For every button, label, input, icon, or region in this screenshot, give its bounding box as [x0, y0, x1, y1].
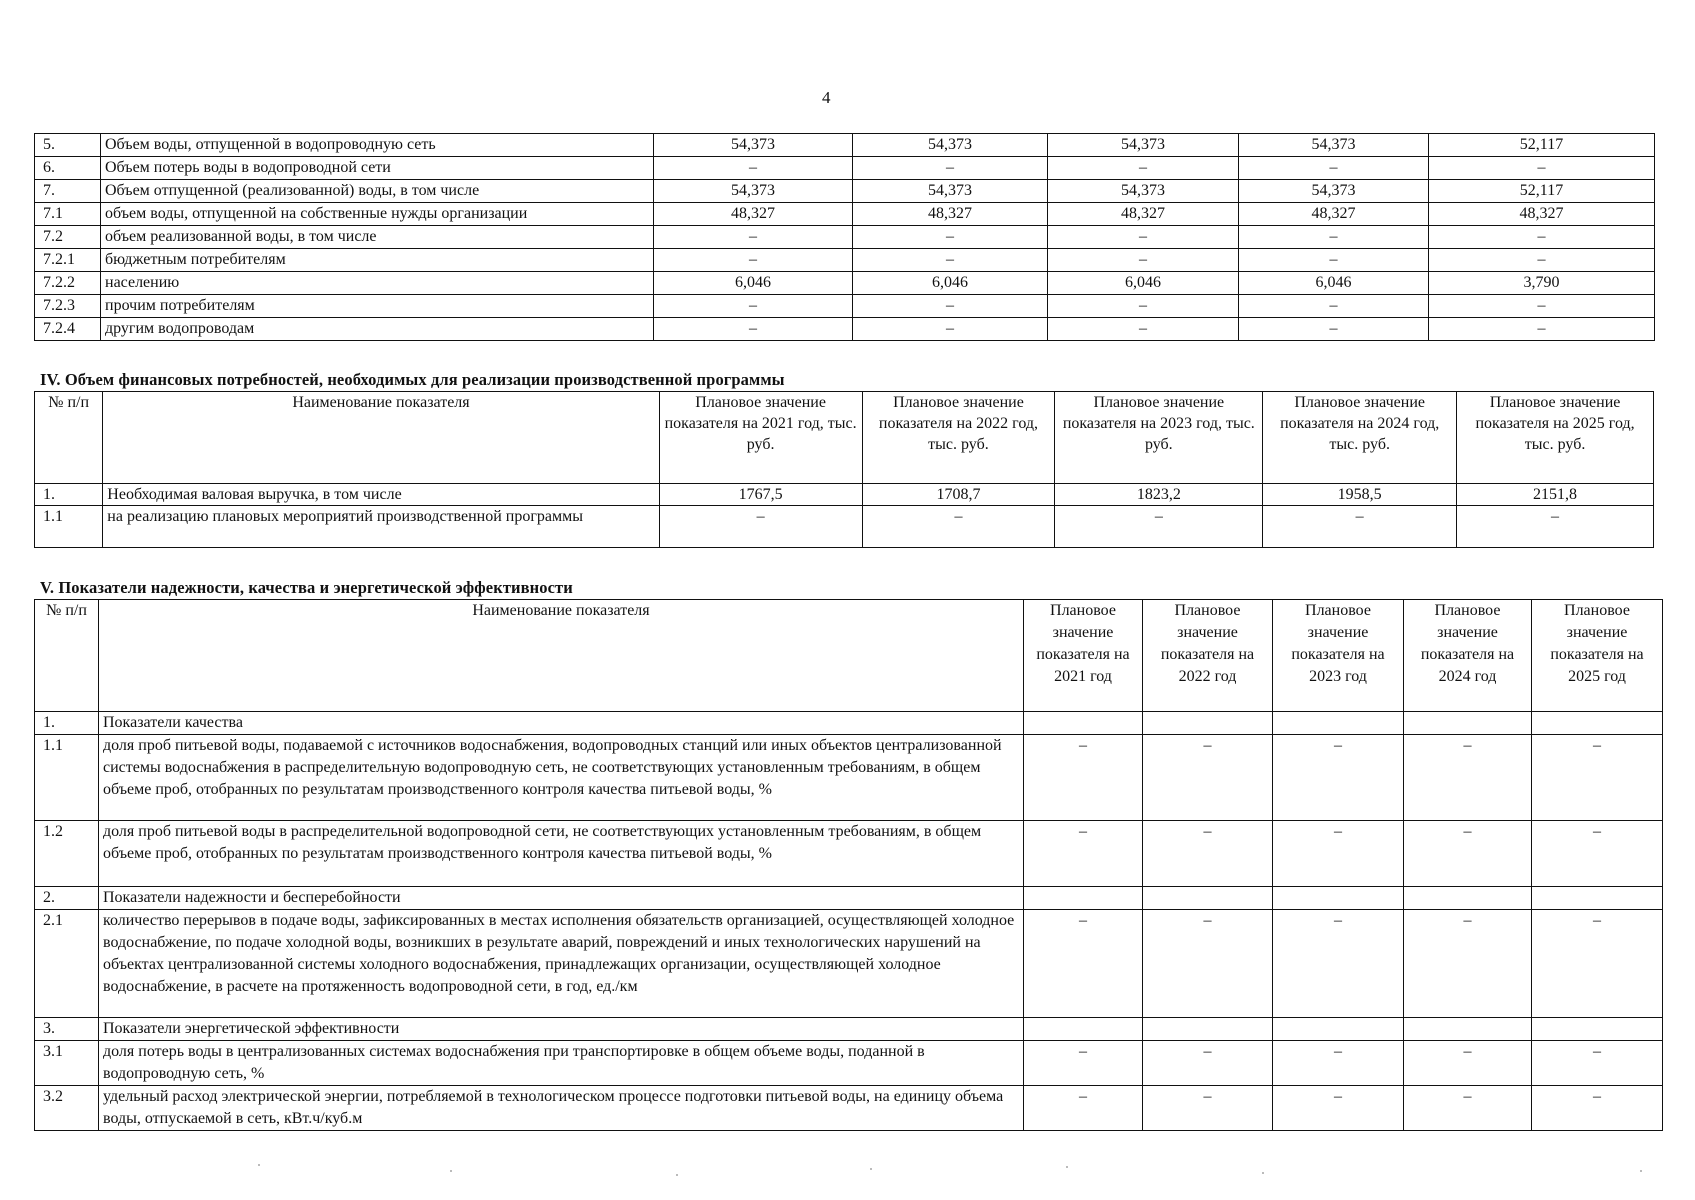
- row-number: 7.1: [35, 203, 101, 226]
- value-cell: –: [1532, 910, 1663, 1018]
- value-cell: –: [1457, 506, 1654, 548]
- row-number: 7.2.2: [35, 272, 101, 295]
- value-cell: 1823,2: [1055, 484, 1263, 506]
- table-row: [35, 821, 1663, 887]
- value-cell: 6,046: [654, 272, 853, 295]
- value-cell: 6,046: [853, 272, 1048, 295]
- row-number: 7.: [35, 180, 101, 203]
- value-cell: –: [1048, 157, 1239, 180]
- reliability-quality-table: [34, 599, 1663, 1131]
- value-cell: 54,373: [1048, 134, 1239, 157]
- row-number: 2.: [35, 887, 99, 910]
- value-cell: [1404, 887, 1532, 910]
- value-cell: –: [1024, 910, 1143, 1018]
- value-cell: 1958,5: [1263, 484, 1457, 506]
- value-cell: –: [1273, 1086, 1404, 1131]
- value-cell: –: [1143, 1041, 1273, 1086]
- indicator-name: Показатели качества: [99, 712, 1024, 735]
- value-cell: –: [1048, 318, 1239, 341]
- value-cell: –: [1239, 318, 1429, 341]
- indicator-name: Объем потерь воды в водопроводной сети: [101, 157, 654, 180]
- header-year-2021: Плановое значение показателя на 2021 год: [1024, 600, 1143, 712]
- row-number: 3.: [35, 1018, 99, 1041]
- value-cell: –: [654, 226, 853, 249]
- indicator-name: прочим потребителям: [101, 295, 654, 318]
- value-cell: –: [1429, 157, 1655, 180]
- indicator-name: объем реализованной воды, в том числе: [101, 226, 654, 249]
- value-cell: –: [1404, 910, 1532, 1018]
- table-row: [35, 1041, 1663, 1086]
- value-cell: –: [654, 249, 853, 272]
- value-cell: –: [853, 249, 1048, 272]
- header-year-2022: Плановое значение показателя на 2022 год: [1143, 600, 1273, 712]
- value-cell: –: [1273, 910, 1404, 1018]
- value-cell: [1024, 887, 1143, 910]
- section-5-title: V. Показатели надежности, качества и энергетической эффективности: [40, 578, 573, 597]
- value-cell: 3,790: [1429, 272, 1655, 295]
- value-cell: [1404, 712, 1532, 735]
- value-cell: [1143, 712, 1273, 735]
- header-name: Наименование показателя: [99, 600, 1024, 712]
- value-cell: –: [1048, 295, 1239, 318]
- value-cell: –: [1429, 249, 1655, 272]
- header-num: № п/п: [35, 392, 103, 484]
- value-cell: –: [853, 226, 1048, 249]
- value-cell: –: [1429, 318, 1655, 341]
- value-cell: 54,373: [1239, 134, 1429, 157]
- value-cell: –: [1404, 1086, 1532, 1131]
- row-number: 7.2.3: [35, 295, 101, 318]
- value-cell: –: [1532, 735, 1663, 821]
- row-number: 1.2: [35, 821, 99, 887]
- value-cell: [1273, 887, 1404, 910]
- header-year-2025: Плановое значение показателя на 2025 год: [1532, 600, 1663, 712]
- value-cell: 1767,5: [659, 484, 862, 506]
- value-cell: –: [1532, 1041, 1663, 1086]
- value-cell: –: [654, 157, 853, 180]
- header-name: Наименование показателя: [103, 392, 659, 484]
- value-cell: –: [1532, 821, 1663, 887]
- row-number: 1.: [35, 712, 99, 735]
- table-row: [35, 295, 1655, 318]
- value-cell: 1708,7: [862, 484, 1055, 506]
- value-cell: 54,373: [654, 134, 853, 157]
- table-row: [35, 157, 1655, 180]
- value-cell: –: [1273, 821, 1404, 887]
- value-cell: –: [1429, 226, 1655, 249]
- scan-specks: [0, 1160, 1695, 1190]
- table-row: [35, 134, 1655, 157]
- value-cell: –: [853, 295, 1048, 318]
- value-cell: 54,373: [1239, 180, 1429, 203]
- value-cell: –: [1273, 735, 1404, 821]
- header-num: № п/п: [35, 600, 99, 712]
- table-row: [35, 226, 1655, 249]
- table-row: [35, 180, 1655, 203]
- financial-needs-table: [34, 391, 1654, 548]
- row-number: 3.2: [35, 1086, 99, 1131]
- value-cell: 48,327: [853, 203, 1048, 226]
- row-number: 1.1: [35, 506, 103, 548]
- table-row: [35, 506, 1654, 548]
- row-number: 6.: [35, 157, 101, 180]
- value-cell: 48,327: [1429, 203, 1655, 226]
- value-cell: –: [1048, 249, 1239, 272]
- header-year-2024: Плановое значение показателя на 2024 год: [1404, 600, 1532, 712]
- row-number: 7.2: [35, 226, 101, 249]
- table-row: [35, 318, 1655, 341]
- value-cell: –: [853, 318, 1048, 341]
- header-year-2023: Плановое значение показателя на 2023 год, тыс. руб.: [1055, 392, 1263, 484]
- indicator-name: Объем отпущенной (реализованной) воды, в том числе: [101, 180, 654, 203]
- value-cell: 54,373: [853, 134, 1048, 157]
- indicator-name: доля проб питьевой воды, подаваемой с источников водоснабжения, водопроводных станций или иных объектов централизованной системы водоснабжения в распределительную водопроводную сеть, не соответствующих установленным требованиям, в общем объеме проб, отобранных по результатам производственного контроля качества питьевой воды, %: [99, 735, 1024, 821]
- row-number: 7.2.1: [35, 249, 101, 272]
- value-cell: –: [1404, 821, 1532, 887]
- value-cell: [1024, 712, 1143, 735]
- value-cell: 6,046: [1239, 272, 1429, 295]
- value-cell: 54,373: [853, 180, 1048, 203]
- indicator-name: объем воды, отпущенной на собственные нужды организации: [101, 203, 654, 226]
- value-cell: [1143, 1018, 1273, 1041]
- value-cell: –: [654, 295, 853, 318]
- table-row: [35, 203, 1655, 226]
- indicator-name: Необходимая валовая выручка, в том числе: [103, 484, 659, 506]
- value-cell: 48,327: [654, 203, 853, 226]
- indicator-name: бюджетным потребителям: [101, 249, 654, 272]
- value-cell: –: [853, 157, 1048, 180]
- indicator-name: доля потерь воды в централизованных системах водоснабжения при транспортировке в общем объеме воды, поданной в водопроводную сеть, %: [99, 1041, 1024, 1086]
- row-number: 1.: [35, 484, 103, 506]
- table-row: [35, 910, 1663, 1018]
- value-cell: –: [862, 506, 1055, 548]
- table-row: [35, 887, 1663, 910]
- indicator-name: на реализацию плановых мероприятий производственной программы: [103, 506, 659, 548]
- table-row: [35, 1018, 1663, 1041]
- value-cell: 54,373: [1048, 180, 1239, 203]
- value-cell: –: [1429, 295, 1655, 318]
- section-4-title: IV. Объем финансовых потребностей, необходимых для реализации производственной программы: [40, 370, 785, 389]
- value-cell: [1404, 1018, 1532, 1041]
- value-cell: –: [1239, 226, 1429, 249]
- value-cell: –: [1239, 249, 1429, 272]
- table-row: [35, 272, 1655, 295]
- value-cell: –: [1273, 1041, 1404, 1086]
- value-cell: [1532, 712, 1663, 735]
- indicator-name: доля проб питьевой воды в распределительной водопроводной сети, не соответствующих установленным требованиям, в общем объеме проб, отобранных по результатам производственного контроля качества питьевой воды, %: [99, 821, 1024, 887]
- indicator-name: населению: [101, 272, 654, 295]
- value-cell: 2151,8: [1457, 484, 1654, 506]
- value-cell: –: [1055, 506, 1263, 548]
- value-cell: 54,373: [654, 180, 853, 203]
- value-cell: –: [654, 318, 853, 341]
- row-number: 3.1: [35, 1041, 99, 1086]
- value-cell: –: [1048, 226, 1239, 249]
- value-cell: –: [1404, 1041, 1532, 1086]
- value-cell: [1532, 887, 1663, 910]
- value-cell: –: [1239, 157, 1429, 180]
- value-cell: 52,117: [1429, 134, 1655, 157]
- value-cell: –: [1263, 506, 1457, 548]
- value-cell: [1273, 712, 1404, 735]
- table-row: [35, 712, 1663, 735]
- header-year-2023: Плановое значение показателя на 2023 год: [1273, 600, 1404, 712]
- value-cell: –: [1024, 1041, 1143, 1086]
- header-year-2021: Плановое значение показателя на 2021 год, тыс. руб.: [659, 392, 862, 484]
- header-year-2025: Плановое значение показателя на 2025 год, тыс. руб.: [1457, 392, 1654, 484]
- value-cell: [1273, 1018, 1404, 1041]
- value-cell: 6,046: [1048, 272, 1239, 295]
- value-cell: –: [1143, 735, 1273, 821]
- indicator-name: другим водопроводам: [101, 318, 654, 341]
- value-cell: 48,327: [1048, 203, 1239, 226]
- value-cell: –: [1143, 821, 1273, 887]
- value-cell: –: [659, 506, 862, 548]
- header-year-2024: Плановое значение показателя на 2024 год, тыс. руб.: [1263, 392, 1457, 484]
- value-cell: –: [1143, 1086, 1273, 1131]
- value-cell: 48,327: [1239, 203, 1429, 226]
- row-number: 1.1: [35, 735, 99, 821]
- indicator-name: Показатели энергетической эффективности: [99, 1018, 1024, 1041]
- value-cell: [1143, 887, 1273, 910]
- value-cell: –: [1404, 735, 1532, 821]
- indicator-name: Объем воды, отпущенной в водопроводную сеть: [101, 134, 654, 157]
- indicator-name: удельный расход электрической энергии, потребляемой в технологическом процессе подготовки питьевой воды, на единицу объема воды, отпускаемой в сеть, кВт.ч/куб.м: [99, 1086, 1024, 1131]
- value-cell: [1532, 1018, 1663, 1041]
- water-volume-table: [34, 133, 1655, 341]
- row-number: 2.1: [35, 910, 99, 1018]
- indicator-name: Показатели надежности и бесперебойности: [99, 887, 1024, 910]
- header-year-2022: Плановое значение показателя на 2022 год, тыс. руб.: [862, 392, 1055, 484]
- indicator-name: количество перерывов в подаче воды, зафиксированных в местах исполнения обязательств организацией, осуществляющей холодное водоснабжение, по подаче холодной воды, возникших в результате аварий, повреждений и иных технологических нарушений на объектах централизованной системы холодного водоснабжения, принадлежащих организации, осуществляющей холодное водоснабжение, в расчете на протяженность водопроводной сети, в год, ед./км: [99, 910, 1024, 1018]
- value-cell: –: [1239, 295, 1429, 318]
- row-number: 7.2.4: [35, 318, 101, 341]
- value-cell: –: [1143, 910, 1273, 1018]
- table-row: [35, 249, 1655, 272]
- table-row: [35, 484, 1654, 506]
- value-cell: –: [1024, 735, 1143, 821]
- table-row: [35, 1086, 1663, 1131]
- table-row: [35, 735, 1663, 821]
- value-cell: [1024, 1018, 1143, 1041]
- page-number: 4: [822, 88, 831, 107]
- value-cell: 52,117: [1429, 180, 1655, 203]
- row-number: 5.: [35, 134, 101, 157]
- value-cell: –: [1024, 821, 1143, 887]
- value-cell: –: [1532, 1086, 1663, 1131]
- value-cell: –: [1024, 1086, 1143, 1131]
